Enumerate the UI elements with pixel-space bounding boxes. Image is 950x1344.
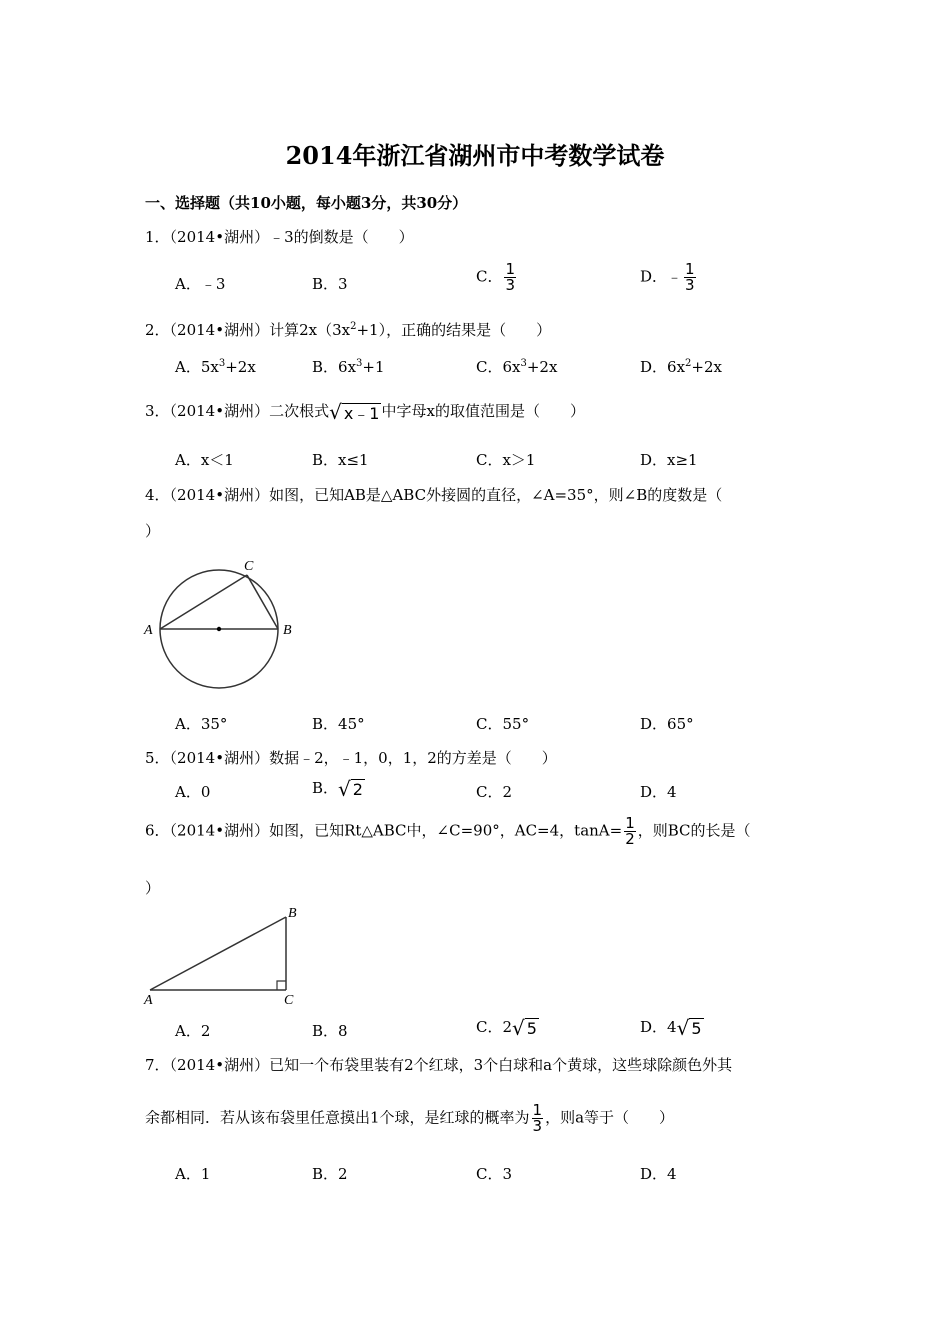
- circle-triangle-figure: [140, 552, 310, 697]
- option-text: B．6x: [312, 358, 357, 376]
- q2-option-b: [312, 356, 385, 377]
- q4-option-d: D．65°: [640, 715, 694, 733]
- option-text: A．5x: [175, 358, 219, 376]
- right-angle-mark: [277, 981, 286, 990]
- question-7-stem-line2: [145, 1103, 674, 1134]
- question-1-number: 1．: [145, 228, 170, 246]
- question-6-number: 6．: [145, 821, 170, 840]
- option-text: +2x: [225, 358, 256, 376]
- q7-option-c: C．3: [476, 1165, 513, 1183]
- question-1-stem: [145, 226, 414, 247]
- question-5-number: 5．: [145, 749, 170, 767]
- radical-sign: √: [512, 1016, 525, 1040]
- radical-expression: [512, 1016, 539, 1040]
- radicand: 5: [691, 1018, 702, 1038]
- question-7-stem: [145, 1054, 732, 1075]
- side-ac: [160, 575, 247, 629]
- option-label: B．: [312, 779, 339, 797]
- radicand: 2: [352, 779, 363, 799]
- question-3-number: 3．: [145, 402, 170, 420]
- question-3-text-a: （2014•湖州）二次根式: [169, 402, 330, 420]
- question-6-stem: [145, 816, 751, 847]
- question-2-number: 2．: [145, 321, 170, 339]
- probability-fraction: [532, 1103, 544, 1134]
- option-label: D．4: [640, 1018, 677, 1036]
- q6-option-d: [640, 1016, 704, 1040]
- tan-fraction: [624, 816, 636, 847]
- exponent: 2: [685, 358, 692, 369]
- q1-option-a: A．﹣3: [175, 275, 226, 293]
- question-3-text-b: 中字母x的取值范围是（ ）: [381, 402, 585, 420]
- q5-option-b: [312, 777, 365, 801]
- exponent: 3: [356, 358, 363, 369]
- question-3-stem: [145, 400, 585, 424]
- vertex-c-label: C: [244, 559, 254, 574]
- page-title: 2014年浙江省湖州市中考数学试卷: [285, 141, 665, 170]
- option-text: +2x: [526, 358, 558, 376]
- q3-option-a: A．x＜1: [175, 451, 234, 469]
- q4-option-c: C．55°: [476, 715, 530, 733]
- question-7-number: 7．: [145, 1056, 170, 1074]
- radical-expression: [338, 777, 365, 801]
- option-text: +1: [362, 358, 385, 376]
- option-text: C．6x: [476, 358, 521, 376]
- q7-option-d: D．4: [640, 1165, 677, 1183]
- fraction-denominator: 3: [505, 276, 516, 294]
- exponent: 2: [350, 321, 357, 332]
- exponent: 3: [218, 358, 226, 369]
- question-5-stem: [145, 747, 557, 768]
- fraction-numerator: 1: [625, 814, 635, 832]
- question-2-text-b: +1），正确的结果是（ ）: [356, 321, 552, 339]
- section-heading: 一、选择题（共10小题，每小题3分，共30分）: [145, 194, 468, 212]
- right-triangle-figure: [140, 900, 310, 1010]
- option-label: C．2: [476, 1018, 513, 1036]
- option-text: D．6x: [640, 358, 686, 376]
- radical-sign: √: [676, 1016, 690, 1040]
- q5-option-d: D．4: [640, 783, 677, 801]
- q5-option-a: A．0: [175, 783, 211, 801]
- question-1-text: （2014•湖州）﹣3的倒数是（ ）: [169, 228, 414, 246]
- q1-option-c: [476, 262, 518, 293]
- q1-option-d-fraction: [684, 262, 696, 293]
- vertex-b-label: B: [283, 623, 292, 638]
- q1-option-b: B．3: [312, 275, 348, 293]
- q3-option-b: B．x≤1: [312, 451, 369, 469]
- question-6-stem-continued: ）: [145, 879, 161, 897]
- q4-option-a: A．35°: [175, 715, 228, 733]
- q5-option-c: C．2: [476, 783, 513, 801]
- radical-expression: [677, 1016, 704, 1040]
- vertex-a-label: A: [144, 993, 153, 1008]
- radical-sign: √: [338, 777, 351, 801]
- q6-option-a: A．2: [175, 1022, 211, 1040]
- question-4-stem: [145, 484, 722, 505]
- fraction-numerator: 1: [505, 260, 516, 278]
- q7-option-a: A．1: [175, 1165, 211, 1183]
- radicand: 5: [526, 1018, 537, 1038]
- q3-option-c: C．x＞1: [476, 451, 536, 469]
- center-point: [217, 627, 221, 631]
- exponent: 3: [520, 358, 527, 369]
- fraction-numerator: 1: [532, 1101, 543, 1119]
- fraction-denominator: 2: [625, 830, 635, 848]
- q3-option-d: D．x≥1: [640, 451, 698, 469]
- question-4-text: （2014•湖州）如图，已知AB是△ABC外接圆的直径，∠A=35°，则∠B的度数是（: [169, 486, 723, 504]
- question-2-stem: [145, 319, 551, 340]
- fraction-denominator: 3: [685, 276, 695, 294]
- q4-option-b: B．45°: [312, 715, 365, 733]
- q1-option-d: [640, 262, 698, 293]
- q7-option-b: B．2: [312, 1165, 348, 1183]
- q1-option-c-fraction: [504, 262, 516, 293]
- vertex-a-label: A: [144, 623, 153, 638]
- question-2-text-a: （2014•湖州）计算2x（3x: [169, 321, 351, 339]
- side-bc: [247, 575, 278, 629]
- question-7-text-line2-b: ，则a等于（ ）: [545, 1108, 675, 1127]
- q6-option-c: [476, 1016, 539, 1040]
- radical-expression: [329, 400, 381, 424]
- vertex-c-label: C: [284, 993, 294, 1008]
- question-5-text: （2014•湖州）数据﹣2，﹣1，0，1，2的方差是（ ）: [169, 749, 557, 767]
- fraction-numerator: 1: [685, 260, 695, 278]
- q2-option-c: [476, 356, 557, 377]
- fraction-denominator: 3: [532, 1117, 543, 1135]
- q2-option-d: [640, 356, 722, 377]
- q1-option-c-label: C．: [476, 267, 503, 286]
- side-ab: [150, 917, 286, 990]
- radicand: x﹣1: [343, 403, 380, 423]
- question-7-text-line1: （2014•湖州）已知一个布袋里装有2个红球，3个白球和a个黄球，这些球除颜色外其: [169, 1056, 733, 1074]
- question-7-text-line2-a: 余都相同．若从该布袋里任意摸出1个球，是红球的概率为: [145, 1108, 530, 1127]
- q6-option-b: B．8: [312, 1022, 348, 1040]
- q1-option-d-label: D．﹣: [640, 267, 683, 286]
- question-6-text-b: ，则BC的长是（: [637, 821, 751, 840]
- option-text: +2x: [691, 358, 722, 376]
- radical-sign: √: [329, 400, 342, 424]
- vertex-b-label: B: [288, 906, 297, 921]
- question-4-stem-continued: ）: [145, 522, 161, 540]
- q2-option-a: [175, 356, 256, 377]
- question-4-number: 4．: [145, 486, 170, 504]
- question-6-text-a: （2014•湖州）如图，已知Rt△ABC中，∠C=90°，AC=4，tanA=: [169, 821, 623, 840]
